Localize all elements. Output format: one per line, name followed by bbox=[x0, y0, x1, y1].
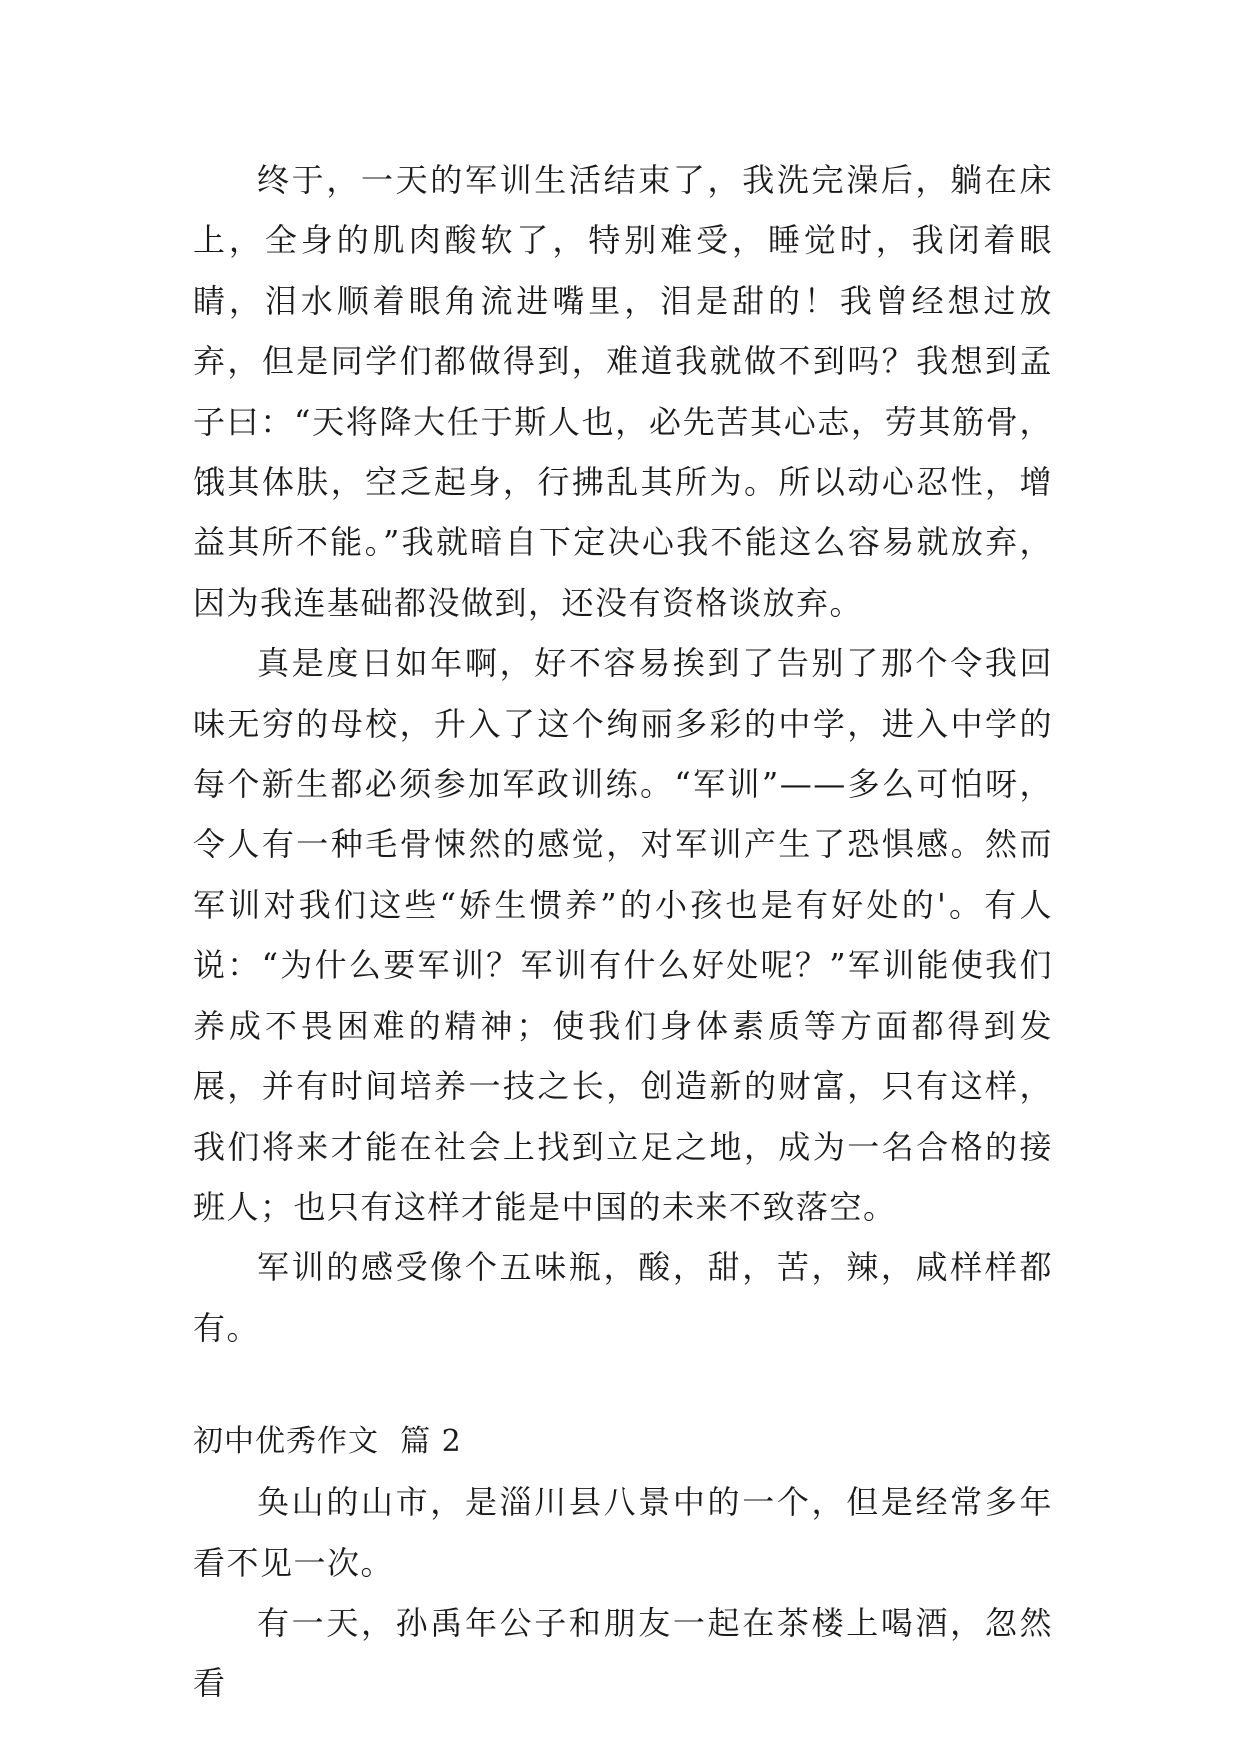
paragraph: 终于，一天的军训生活结束了，我洗完澡后，躺在床上，全身的肌肉酸软了，特别难受，睡觉时，我闭着眼睛，泪水顺着眼角流进嘴里，泪是甜的！我曾经想过放弃，但是同学们都做得到，难道我就做不到吗？我想到孟子曰：“天将降大任于斯人也，必先苦其心志，劳其筋骨，饿其体肤，空乏起身，行拂乱其所为。所以动心忍性，增益其所不能。”我就暗自下定决心我不能这么容易就放弃，因为我连基础都没做到，还没有资格谈放弃。 bbox=[193, 161, 1053, 622]
section-heading: 初中优秀作文 篇 2 bbox=[193, 1424, 462, 1460]
paragraph: 真是度日如年啊，好不容易挨到了告别了那个令我回味无穷的母校，升入了这个绚丽多彩的中学，进入中学的每个新生都必须参加军政训练。“军训”——多么可怕呀，令人有一种毛骨悚然的感觉，对军训产生了恐惧感。然而军训对我们这些“娇生惯养”的小孩也是有好处的'。有人说：“为什么要军训？军训有什么好处呢？”军训能使我们养成不畏困难的精神；使我们身体素质等方面都得到发展，并有时间培养一技之长，创造新的财富，只有这样，我们将来才能在社会上找到立足之地，成为一名合格的接班人；也只有这样才能是中国的未来不致落空。 bbox=[193, 644, 1053, 1226]
paragraph: 奂山的山市，是淄川县八景中的一个，但是经常多年看不见一次。 bbox=[193, 1483, 1053, 1582]
paragraph: 军训的感受像个五味瓶，酸，甜，苦，辣，咸样样都有。 bbox=[193, 1248, 1053, 1347]
paragraph: 有一天，孙禹年公子和朋友一起在茶楼上喝酒，忽然看 bbox=[193, 1603, 1053, 1703]
document-page bbox=[193, 150, 1053, 1714]
